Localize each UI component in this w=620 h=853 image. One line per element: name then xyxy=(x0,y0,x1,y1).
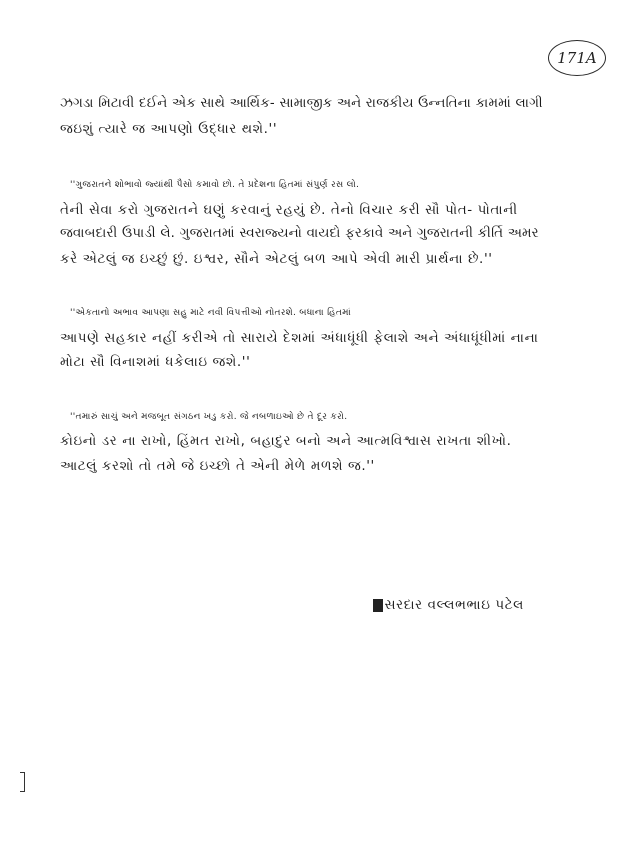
document-body xyxy=(60,92,544,508)
text-line: આપણે સહકાર નહીં કરીએ તો સારાયે દેશમાં અંધાધૂંધી ફેલાશે અને અંધાધૂંધીમાં નાના xyxy=(60,329,539,346)
text-line: આટલું કરશો તો તમે જે ઇચ્છો તે એની મેળે મળશે જ.'' xyxy=(60,457,375,474)
text-line: ''ગુજરાતને શોભાવો જ્યાંથી પૈસો કમાવો છો. તે પ્રદેશના હિતમાં સંપુર્ણ રસ લો. xyxy=(70,180,360,190)
text-line: ઝગડા મિટાવી દઈને એક સાથે આર્થિક- સામાજીક અને રાજકીય ઉન્નતિના કામમાં લાગી xyxy=(60,96,543,111)
signature xyxy=(373,597,524,613)
paragraph-3 xyxy=(60,301,544,375)
signature-mark xyxy=(373,599,383,612)
text-line: ''તમારું સાચું અને મજબૂત સંગઠન ખડુ કરો. જે નબળાઇઓ છે તે દૂર કરો. xyxy=(70,411,348,422)
paragraph-1 xyxy=(60,92,544,141)
text-line: મોટા સૌ વિનાશમાં ધકેલાઇ જશે.'' xyxy=(60,354,251,370)
text-line: કોઇનો ડર ના રાખો, હિંમત રાખો, બહાદુર બનો અને આત્મવિશ્વાસ રાખતા શીખો. xyxy=(60,433,512,449)
margin-bracket-mark xyxy=(20,772,25,792)
text-line: ''એકતાનો અભાવ આપણા સહુ માટે નવી વિપત્તીઓ નોતરશે. બધાના હિતમાં xyxy=(70,308,351,318)
text-line: કરે એટલું જ ઇચ્છું છું. ઇશ્વર, સૌને એટલું બળ આપે એવી મારી પ્રાર્થના છે.'' xyxy=(60,250,493,267)
page-number: 171A xyxy=(548,40,606,76)
paragraph-2 xyxy=(60,173,544,271)
text-line: તેની સેવા કરો ગુજરાતને ઘણું કરવાનું રહયું છે. તેનો વિચાર કરી સૌ પોત- પોતાની xyxy=(60,201,518,218)
signature-text: સરદાર વલ્લભભાઇ પટેલ xyxy=(384,597,524,613)
paragraph-4 xyxy=(60,405,544,479)
text-line: જવાબદારી ઉપાડી લે. ગુજરાતમાં સ્વરાજ્યનો વાયદો ફરકાવે અને ગુજરાતની કીર્તિ અમર xyxy=(60,226,539,241)
text-line: જઇશું ત્યારે જ આપણો ઉદ્ધાર થશે.'' xyxy=(60,120,278,137)
